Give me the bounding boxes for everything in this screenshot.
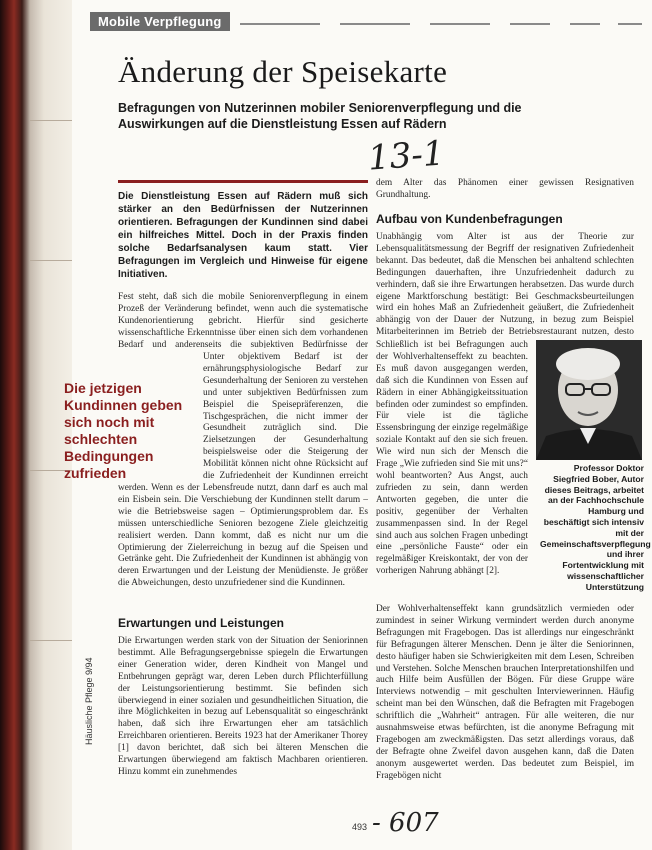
author-portrait	[536, 340, 642, 460]
section-header	[90, 10, 650, 30]
printed-page-number: 493	[352, 822, 368, 832]
binder-divider	[30, 640, 72, 641]
header-rule	[340, 23, 410, 25]
body-paragraph: Schließlich ist bei Befragungen auch der Wohlverhaltenseffekt zu beachten. Es muß davon ausgegangen werden, daß sich die Kundinnen von Essen auf Rädern in einer Abhängigkeitssituation befinden oder zumindest so empfinden. Für viele ist die tägliche Essensbringung der einzige regelmäßige soziale Kontakt auf den sie sich freuen. Wie wird nun sich der Mensch die Frage „Wie zufrieden sind Sie mit uns?“ wohl beantworten? Aus Angst, auch zufrieden zu sein, dann werden Antworten gegeben, die unter die positiv, gegenüber der Verhalten zusammenpassen sind. In der Regel sind auch aus solchen Fragen unbedingt eine „persönliche Fauste“ oder ein regelmäßiger Kreiskontakt, der von der vorherigen Nahrung abhängt [2].	[376, 340, 528, 577]
article-subtitle: Befragungen von Nutzerinnen mobiler Seniorenverpflegung und die Auswirkungen auf die Dienstleistung Essen auf Rädern	[118, 101, 522, 131]
header-rule	[510, 23, 550, 25]
handwritten-page-number: - 607	[372, 808, 439, 838]
body-paragraph	[118, 352, 368, 592]
portrait-image	[536, 340, 642, 460]
header-rule	[618, 23, 642, 25]
lead-paragraph: Die Dienstleistung Essen auf Rädern muß sich stärker an den Bedürfnissen der Nutzerinnen orientieren. Befragungen der Kundinnen sind dabei ein hilfreiches Mittel. Doch in der Praxis finden solche Bedarfsanalysen kaum statt. Vier Befragungen im Vergleich und Hinweise für eigene Initiativen.	[118, 191, 368, 280]
body-text-run: Unter objektivem Bedarf ist der ernährungsphysiologische Bedarf zur Gesunderhaltung der Senioren zu verstehen und unter subjektiven Bedürfnissen zum Beispiel die Speisepräferenzen, die Tischgesprächen, die nicht immer der Gesundheit zuträglich sind. Die Zielsetzungen der Gesunderhaltung beispielsweise oder die Steigerung der Mobilität können nicht ohne Rücksicht auf die Zufriedenheit der Kundinnen erreicht werden. Wenn es der Lebensfreude nutzt, dann darf es auch mal ein Eisbein sein. Die Verschiebung der Kundinnen stellt darum – wie die Betriebsweise sagen – Optimierungsproblem dar. Es müssen unterschiedliche Senioren bezogene Ziele gleichzeitig realisiert werden. Dann kommt, daß es nicht nur um die Optimierung der Zielerreichung in bezug auf die Speisen und Getränke geht. Die Zufriedenheit der Kundinnen ist abhängig von deren Erwartungen und der Leistung der Menüdienste. Je größer die Abweichungen, desto unzufriedener sind die Kundinnen.	[118, 352, 368, 589]
section-heading: Erwartungen und Leistungen	[118, 616, 285, 630]
journal-reference: Häusliche Pflege 9/94	[84, 657, 94, 745]
body-paragraph: Der Wohlverhaltenseffekt kann grundsätzlich vermieden oder zumindest in seiner Wirkung vermindert werden durch anonyme Befragungen mit Fragebogen. Das ist allerdings nur eingeschränkt für Befragungen älterer Menschen. Denn je älter die Seniorinnen, desto häufiger haben sie Schwierigkeiten mit dem Lesen, Schreiben und Verstehen. Solche Menschen brauchen Interpretationshilfen und auch Hilfe beim Ausfüllen der Bögen. Für diese Gruppe wäre Interviews notwendig – mit geschulten Interviewerinnen. Häufig scheint man bei den Wünschen, daß die Befragten mit Fragebogen schriftlich die „Wahrheit“ antragen. Für alle weiteren, die nur ausnahmsweise etwas befürchten, ist die anonyme Befragung mit Fragebogen am zweckmäßigsten. Das setzt allerdings voraus, daß der Befragte ohne Zweifel davon ausgehen kann, daß die Daten anonym ausgewertet werden. Das bedeutet zum Beispiel, im Fragebögen nicht	[376, 604, 634, 781]
body-paragraph: Fest steht, daß sich die mobile Seniorenverpflegung in einem Prozeß der Veränderung befindet, wenn auch die systematische Kundenorientierung gebricht. Hierfür sind gesicherte wissenschaftliche Erkenntnisse über einen sich dem vorhandenen Bedarf und anderenseits die subjektiven Bedürfnisse der	[118, 292, 368, 348]
lead-rule	[118, 180, 368, 183]
pull-quote: Die jetzigen Kundinnen geben sich noch mit schlechten Bedingungen zufrieden	[64, 380, 183, 481]
header-rule	[430, 23, 490, 25]
article-title: Änderung der Speisekarte	[118, 54, 448, 89]
portrait-caption: Professor Doktor Siegfried Bober, Autor dieses Beitrags, arbeitet an der Fachhochschule Hamburg und beschäftigt sich intensiv mit der Gemeinschaftsverpflegung und ihrer Fortentwicklung mit wissenschaftlicher Unterstützung	[540, 463, 651, 592]
header-rule	[570, 23, 600, 25]
section-heading: Aufbau von Kundenbefragungen	[376, 212, 563, 226]
pullquote-spacer	[118, 352, 203, 482]
section-label: Mobile Verpflegung	[90, 12, 230, 31]
body-paragraph: dem Alter das Phänomen einer gewissen Resignativen Grundhaltung.	[376, 178, 634, 200]
handwritten-note: 13-1	[366, 133, 446, 179]
body-paragraph: Die Erwartungen werden stark von der Situation der Seniorinnen bestimmt. Alle Befragungsergebnisse spiegeln die Erwartungen einer Generation wider, deren Kindheit von Mangel und Entbehrungen geprägt war, deren Leben durch Pflichterfüllung der Leistungsorientierung bestimmt. Sie befinden sich überwiegend in einer sozialen und gesundheitlichen Situation, die ihre Möglichkeiten in bezug auf Lebensqualität so eingeschränkt haben, daß sich ihre Erwartungen eher am tatsächlich Erreichbaren orientieren. Bereits 1923 hat der Amerikaner Thorey [1] davon berichtet, daß sich bei älteren Menschen die Erwartungen überwiegend am faktisch Machbaren orientieren. Hinzu kommt ein zunehmendes	[118, 636, 368, 777]
header-rule	[240, 23, 320, 25]
binder-edge	[0, 0, 72, 850]
binder-divider	[30, 260, 72, 261]
body-paragraph: Unabhängig vom Alter ist aus der Theorie zur Lebensqualitätsmessung der Begriff der resignativen Zufriedenheit bekannt. Das bedeutet, daß die Menschen bei anhaltend schlechten Bedingungen dauerhaften, ihre Unzufriedenheit dadurch zu verhindern, daß sie ihre Erwartungen herabsetzen. Das wurde durch eigene Marktforschung bestätigt: Bei Geschmacksbeurteilungen wird ein hohes Maß an Zufriedenheit geäußert, die Zufriedenheit abhängig von der Dauer der Nutzung, in bezug zum Beispiel Mitarbeiterinnen im Betrieb der Betriebsrestaurant nutzen, desto	[376, 232, 634, 336]
binder-divider	[30, 120, 72, 121]
